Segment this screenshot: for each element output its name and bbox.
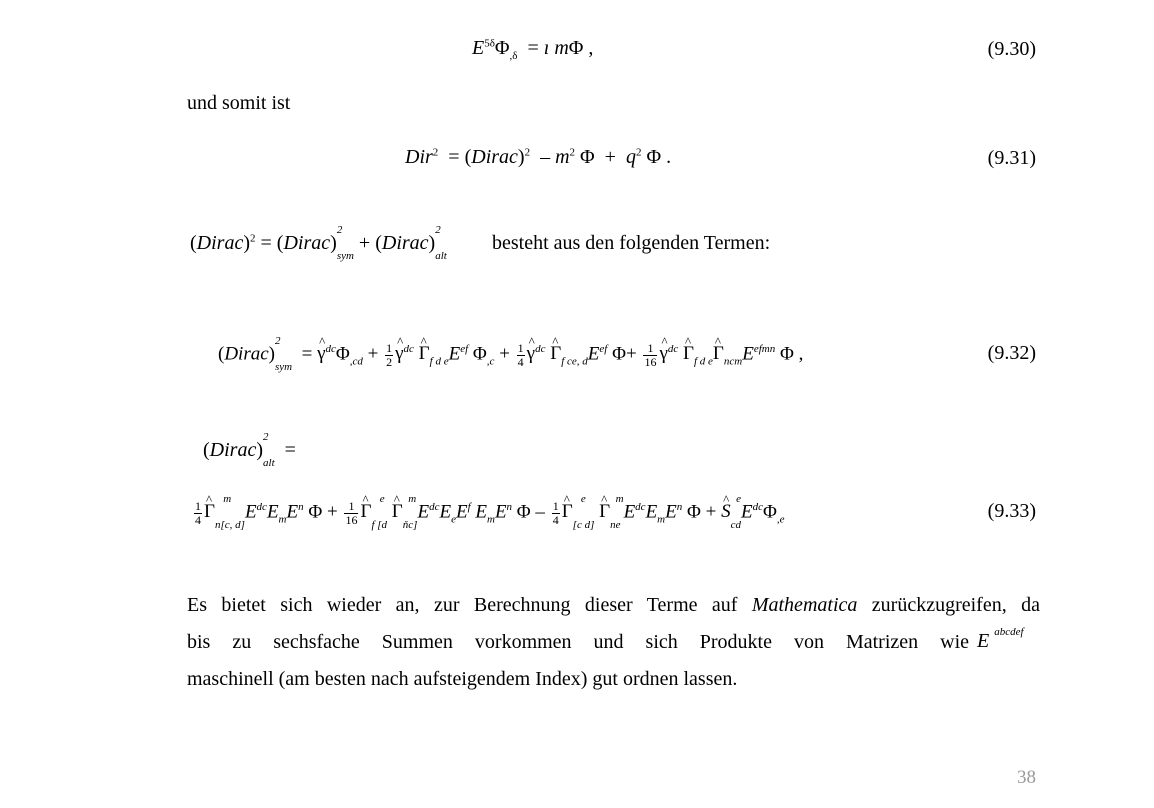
equation-number-9-33: (9.33)	[987, 500, 1036, 522]
mathematica-emph: Mathematica	[751, 594, 858, 616]
closing-paragraph	[187, 587, 1040, 698]
text-besteht-aus: besteht aus den folgenden Termen:	[492, 232, 771, 254]
equation-number-9-32: (9.32)	[987, 342, 1036, 364]
dirac-decomposition: (Dirac)$^2$ = (Dirac) 2 sym + (Dirac) 2 alt	[190, 224, 447, 262]
equation-9-30: $E^{5\delta}\Phi_{,\delta}$ = ı mΦ ,	[472, 37, 594, 62]
matrix-E-abcdef: E $^{abcdef}$	[977, 626, 1024, 652]
equation-9-31: Dir$^2$ = (Dirac)$^2$ – $m^2$ $\Phi + q^2$ Φ .	[405, 146, 672, 168]
equation-9-33-rhs: $\frac{1}{4}$ ^ Γ m n[c, d] $E^{dc}E_mE^n$ Φ + $\frac{1}{16}$ ^ Γ e f [d ^ Γ m ňc] $E^{dc}E_eE^f$ $E_mE^n$ Φ – $\frac{1}{4}$ ^ Γ e [c d] ^ Γ m ne $E^{dc}E_mE^n$ Φ + ^ S e cd $E^{dc}\Phi_{,e}$	[192, 500, 785, 526]
paragraph-line-2: bis zu sechsfache Summen vorkommen und sich Produkte von Matrizen wie	[187, 631, 969, 653]
equation-number-9-30: (9.30)	[987, 38, 1036, 60]
equation-9-32: (Dirac) 2 sym = ^ $\gamma^{dc}\Phi_{,cd}$ + $\frac{1}{2}$ ^ $\gamma^{dc}$ ^ $\Gamma_{f d e}E^{ef}$ $\Phi_{,c}$ + $\frac{1}{4}$ ^ $\gamma^{dc}$ ^ $\Gamma_{f ce, d}E^{ef}$ Φ+ $\frac{1}{16}$ ^ $\gamma^{dc}$ ^ $\Gamma_{f d e}\^{}$ $\Gamma_{ncm}E^{efmn}$ Φ ,	[218, 342, 803, 368]
equation-number-9-31: (9.31)	[987, 147, 1036, 169]
text-und-somit-ist: und somit ist	[187, 92, 291, 114]
page-number: 38	[1017, 767, 1036, 788]
paragraph-line-1: Es bietet sich wieder an, zur Berechnung dieser Terme auf Mathematica zurückzugreifen, da	[187, 594, 1040, 616]
equation-9-33-lhs: (Dirac) 2 alt =	[203, 431, 296, 469]
paragraph-line-3: maschinell (am besten nach aufsteigendem Index) gut ordnen lassen.	[187, 668, 738, 690]
